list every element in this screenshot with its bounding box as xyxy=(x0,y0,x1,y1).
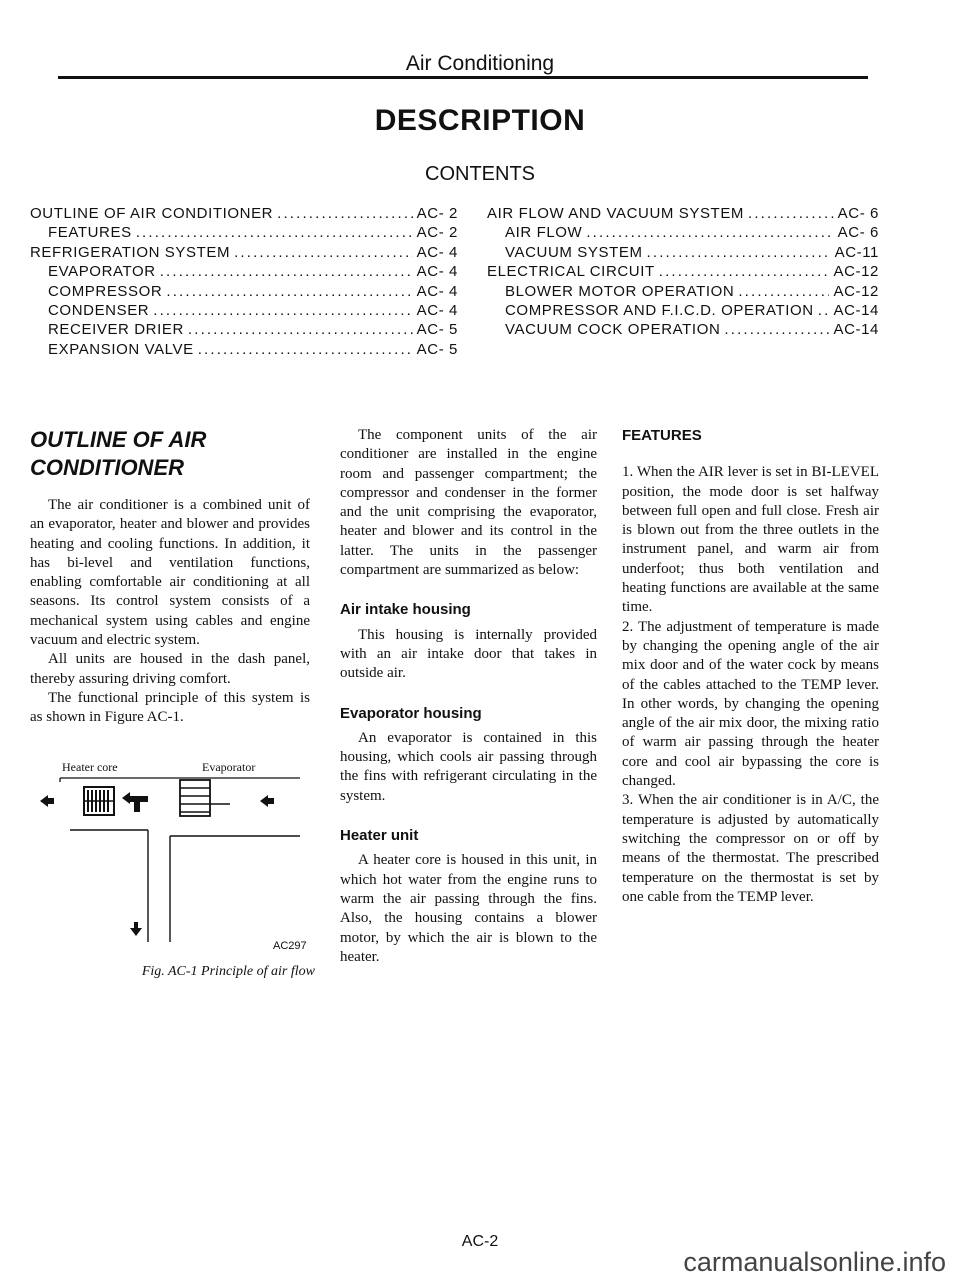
toc-entry-page: AC-11 xyxy=(834,243,879,261)
paragraph: The air conditioner is a combined unit of an evaporator, heater and blower and provides heating and cooling functions. In addition, it has bi-level and ventilation functions, enabling comfortable air conditioning at all seasons. Its control system consists of a mechanical system using cables and engine vacuum and electric system. xyxy=(30,497,310,649)
subheading-air-intake: Air intake housing xyxy=(340,601,471,619)
toc-entry-label: RECEIVER DRIER xyxy=(48,321,184,339)
paragraph: This housing is internally provided with an air intake door that takes in outside air. xyxy=(340,626,597,682)
toc-entry[interactable] xyxy=(487,244,879,263)
toc-entry-label: FEATURES xyxy=(48,224,132,242)
toc-entry[interactable] xyxy=(30,244,458,263)
column-outline xyxy=(30,426,310,728)
down-arrow-icon xyxy=(130,922,142,936)
toc-entry[interactable] xyxy=(30,224,458,243)
feature-item: 1. When the AIR lever is set in BI-LEVEL position, the mode door is set halfway between full open and full close. Fresh air is blown out from the three outlets in the instrument panel, and warm air from underfoot; thus both ventilation and heating functions are available at the same time. xyxy=(622,464,879,616)
watermark: carmanualsonline.info xyxy=(683,1247,946,1277)
toc-entry[interactable] xyxy=(30,205,458,224)
toc-entry-label: VACUUM COCK OPERATION xyxy=(505,321,721,339)
toc-entry[interactable] xyxy=(30,341,458,360)
section-heading: OUTLINE OF AIR xyxy=(30,427,207,452)
paragraph: An evaporator is contained in this housing, which cools air passing through the fins with refrigerant circulating in the system. xyxy=(340,729,597,804)
toc-entry-page: AC- 4 xyxy=(416,282,458,300)
column-components xyxy=(340,426,597,967)
toc-entry-label: AIR FLOW xyxy=(505,224,583,242)
section-header: Air Conditioning xyxy=(405,52,555,75)
toc-entry[interactable] xyxy=(30,321,458,340)
toc-entry-label: EXPANSION VALVE xyxy=(48,340,194,358)
toc-entry[interactable] xyxy=(487,263,879,282)
right-arrow-icon xyxy=(260,795,274,807)
blower-junction-icon xyxy=(122,792,148,812)
toc-entry-page: AC- 6 xyxy=(837,205,879,222)
toc-entry[interactable] xyxy=(30,283,458,302)
toc-entry-label: CONDENSER xyxy=(48,301,150,319)
toc-entry-page: AC- 6 xyxy=(837,224,879,242)
contents-title: CONTENTS xyxy=(425,163,535,185)
toc-entry-label: EVAPORATOR xyxy=(48,263,156,281)
feature-item: 2. The adjustment of temperature is made by changing the opening angle of the air mix door and of the water cock by means of the cables attached to the TEMP lever. In other words, by changing the opening angle of the air mix door, the mixing ratio of warm air passing through the heater core and cool air bypassing the core is changed. xyxy=(622,618,879,790)
figure-label-evaporator: Evaporator xyxy=(202,760,256,774)
evaporator-icon xyxy=(180,780,230,816)
toc-right xyxy=(487,205,879,341)
figure-caption: Fig. AC-1 Principle of air flow xyxy=(141,964,315,979)
toc-entry[interactable] xyxy=(487,205,879,224)
toc-entry-label: ELECTRICAL CIRCUIT xyxy=(487,263,655,281)
column-features xyxy=(622,426,879,907)
toc-entry-page: AC- 2 xyxy=(416,224,458,242)
toc-entry-page: AC-14 xyxy=(833,321,879,339)
figure-air-flow xyxy=(30,760,315,1000)
toc-entry[interactable] xyxy=(30,263,458,282)
toc-entry-page: AC- 4 xyxy=(416,301,458,319)
section-heading-cont: CONDITIONER xyxy=(30,455,184,480)
toc-entry[interactable] xyxy=(487,224,879,243)
paragraph: The functional principle of this system is as shown in Figure AC-1. xyxy=(30,689,310,726)
toc-left xyxy=(30,205,458,360)
feature-item: 3. When the air conditioner is in A/C, the temperature is adjusted by automatically switching the compressor on or off by means of the thermostat. The prescribed temperature on the thermostat is set by one cable from the TEMP lever. xyxy=(622,792,879,905)
subheading-heater: Heater unit xyxy=(340,827,419,845)
toc-entry-page: AC- 4 xyxy=(416,243,458,261)
toc-entry-label: AIR FLOW AND VACUUM SYSTEM xyxy=(487,205,745,222)
toc-entry[interactable] xyxy=(487,283,879,302)
toc-entry[interactable] xyxy=(487,302,879,321)
toc-entry-label: VACUUM SYSTEM xyxy=(505,243,643,261)
paragraph: All units are housed in the dash panel, thereby assuring driving comfort. xyxy=(30,651,310,687)
toc-entry-label: COMPRESSOR xyxy=(48,282,163,300)
paragraph: The component units of the air conditioner are installed in the engine room and passenger compartment; the compressor and condenser in the former and the unit comprising the evaporator, heater and blower and its control in the latter. The units in the passenger compartment are summarized as below: xyxy=(340,427,597,579)
toc-entry-label: OUTLINE OF AIR CONDITIONER xyxy=(30,205,274,222)
page-number: AC-2 xyxy=(461,1233,499,1250)
toc-entry[interactable] xyxy=(30,302,458,321)
toc-entry-label: COMPRESSOR AND F.I.C.D. OPERATION xyxy=(505,301,814,319)
figure-code: AC297 xyxy=(273,940,307,952)
toc-entry[interactable] xyxy=(487,321,879,340)
toc-entry-page: AC- 5 xyxy=(416,321,458,339)
subheading-evaporator: Evaporator housing xyxy=(340,704,482,722)
header-rule xyxy=(58,76,868,79)
toc-entry-page: AC-12 xyxy=(833,263,879,281)
features-heading: FEATURES xyxy=(622,427,702,444)
toc-entry-page: AC- 4 xyxy=(416,263,458,281)
toc-entry-page: AC- 2 xyxy=(416,205,458,222)
heater-core-icon xyxy=(84,787,114,815)
toc-entry-label: BLOWER MOTOR OPERATION xyxy=(505,282,735,300)
toc-entry-page: AC-14 xyxy=(833,301,879,319)
toc-entry-page: AC-12 xyxy=(833,282,879,300)
document-title: DESCRIPTION xyxy=(374,104,586,137)
toc-entry-label: REFRIGERATION SYSTEM xyxy=(30,243,231,261)
toc-entry-page: AC- 5 xyxy=(416,340,458,358)
left-arrow-icon xyxy=(40,795,54,807)
paragraph: A heater core is housed in this unit, in which hot water from the engine runs to warm the air passing through the fins. Also, the housing contains a blower motor, by which the air is blown to the heater. xyxy=(340,852,597,965)
figure-label-heater-core: Heater core xyxy=(62,760,118,774)
